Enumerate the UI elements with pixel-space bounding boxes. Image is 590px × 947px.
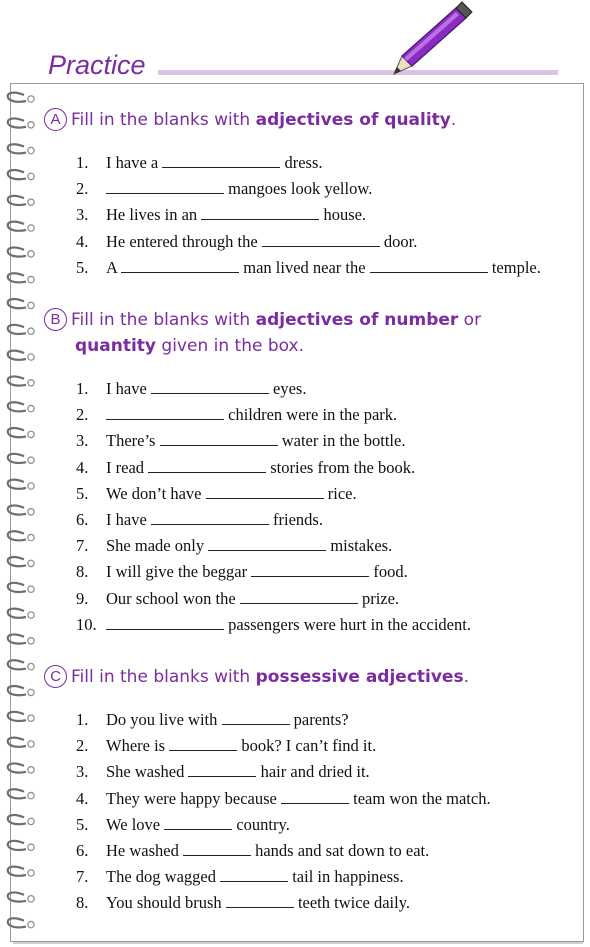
section-a-badge: A [44,108,67,131]
answer-blank[interactable] [162,153,280,168]
list-item: 3. She washed hair and dried it. [76,762,370,782]
answer-blank[interactable] [370,258,488,273]
section-b-heading [44,307,481,359]
answer-blank[interactable] [251,562,369,577]
list-item: 10. passengers were hurt in the accident. [76,614,471,634]
list-item: 1. I have eyes. [76,379,307,398]
list-item: 7. The dog wagged tail in happiness. [76,867,404,887]
spiral-binding-icon [0,84,42,944]
list-item: 2. Where is book? I can’t find it. [76,736,377,756]
list-item: 2. mangoes look yellow. [76,179,373,199]
answer-blank[interactable] [169,736,237,751]
list-item: 1. Do you live with parents? [76,710,349,729]
list-item: 1. I have a dress. [76,153,323,172]
answer-blank[interactable] [220,867,288,882]
section-c-list [76,707,491,917]
answer-blank[interactable] [262,232,380,247]
answer-blank[interactable] [201,205,319,220]
list-item: 8. I will give the beggar food. [76,562,408,582]
answer-blank[interactable] [222,710,290,725]
list-item: 4. I read stories from the book. [76,457,416,477]
answer-blank[interactable] [164,815,232,830]
list-item: 3. He lives in an house. [76,205,367,225]
section-b-bold: adjectives of number [255,310,459,330]
answer-blank[interactable] [151,379,269,394]
answer-blank[interactable] [106,405,224,420]
answer-blank[interactable] [160,431,278,446]
section-c-lead: Fill in the blanks with [71,667,256,687]
answer-blank[interactable] [183,841,251,856]
section-b-tail: given in the box. [156,336,304,356]
section-b-bold2: quantity [75,336,157,356]
answer-blank[interactable] [151,510,269,525]
section-b-badge: B [44,308,67,331]
section-b-list [76,376,471,638]
answer-blank[interactable] [240,589,358,604]
answer-blank[interactable] [206,484,324,499]
section-a-lead: Fill in the blanks with [71,110,256,130]
list-item: 3. There’s water in the bottle. [76,431,406,451]
section-a-bold: adjectives of quality [255,110,451,130]
section-a-tail: . [450,110,457,130]
pencil-icon [388,0,478,80]
section-a-list [76,150,541,281]
list-item: 6. I have friends. [76,509,323,529]
list-item: 5. We love country. [76,814,290,834]
section-c-tail: . [463,667,469,687]
list-item: 4. He entered through the door. [76,231,418,251]
page-title: Practice [48,50,146,80]
list-item: 2. children were in the park. [76,405,398,425]
answer-blank[interactable] [121,258,239,273]
title-underline-bar [158,70,558,75]
section-c-heading [44,664,469,690]
answer-blank[interactable] [208,536,326,551]
list-item: 7. She made only mistakes. [76,536,393,556]
answer-blank[interactable] [106,179,224,194]
section-c-bold: possessive adjectives [255,667,464,687]
section-b-mid: or [458,310,482,330]
list-item: 8. You should brush teeth twice daily. [76,893,411,913]
page-header [0,0,590,82]
answer-blank[interactable] [188,762,256,777]
list-item: 9. Our school won the prize. [76,588,400,608]
section-a-heading [44,107,456,133]
list-item: 5. A man lived near the temple. [76,257,541,277]
list-item: 5. We don’t have rice. [76,483,357,503]
section-c-badge: C [44,665,67,688]
answer-blank[interactable] [281,789,349,804]
answer-blank[interactable] [148,458,266,473]
answer-blank[interactable] [106,615,224,630]
answer-blank[interactable] [226,893,294,908]
list-item: 4. They were happy because team won the match. [76,788,491,808]
section-b-lead: Fill in the blanks with [71,310,256,330]
list-item: 6. He washed hands and sat down to eat. [76,840,430,860]
